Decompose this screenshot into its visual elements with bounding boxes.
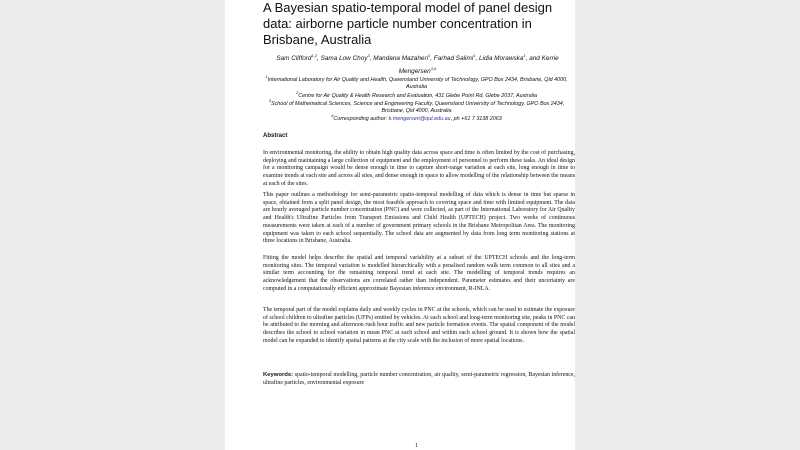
affiliation-2-text: Centre for Air Quality & Health Research and Evaluation, 431 Glebe Point Rd, Glebe 2037, Australia xyxy=(298,92,537,99)
abstract-paragraph-4: The temporal part of the model explains daily and weekly cycles in PNC at the schools, which can be used to estimate the exposure of school children to ultrafine particles (UFPs) emitted by vehicles. At each school and long-term monitoring site, peaks in PNC can be attributed to the morning and afternoon rush hour traffic and new particle formation events. The spatial component of the model describes the school to school variation in mean PNC at each school and within each school ground. It is shown how the spatial model can be expanded to identify spatial patterns at the city scale with the inclusion of more spatial locations. xyxy=(263,307,575,344)
abstract-paragraph-1: In environmental monitoring, the ability to obtain high quality data across space and time is often limited by the cost of purchasing, deploying and maintaining a large collection of equipment and the employment of personnel to perform these tasks. An ideal design for a monitoring campaign would be dense enough in time to capture short-range variation at each site, long enough in time to examine trends at each site and across all sites, and dense enough in space to allow modelling of the relationship between the means at each of the sites. xyxy=(263,150,575,187)
corresponding-email-link[interactable]: k.mengersen@qut.edu.au xyxy=(388,115,451,122)
author-3: , Mandana Mazaheri xyxy=(369,55,428,63)
corresponding-marker: # xyxy=(331,113,334,118)
author-1: Sam Clifford xyxy=(276,55,312,63)
keywords-label: Keywords: xyxy=(263,372,294,378)
affiliation-3-text: School of Mathematical Sciences, Science and Engineering Faculty, Queensland University of Technology, GPO Box 2434, Brisbane, Qld 4000, Australia xyxy=(270,100,565,115)
author-6: , and Kerrie Mengersen xyxy=(398,55,559,76)
affiliation-1-text: International Laboratory for Air Quality and Health, Queensland University of Technology, GPO Box 2434, Brisbane, Qld 4000, Australia xyxy=(267,76,568,91)
author-4-affil: 1 xyxy=(473,53,476,58)
abstract-paragraph-3: Fitting the model helps describe the spatial and temporal variability at a subset of the UPTECH schools and the long-term monitoring sites. The temporal variation is modelled hierarchically with a penalised random walk term common to all sites and a similar term accounting for the remaining temporal trend at each site. The modelling of temporal trends requires an acknowledgement that the observations are correlated rather than independent. Parameter estimates and their uncertainty are computed in a computationally efficient approximate Bayesian inference environment, R-INLA. xyxy=(263,255,575,292)
author-5: , Lidia Morawska xyxy=(475,55,524,63)
author-5-affil: 1 xyxy=(523,53,526,58)
paper-title: A Bayesian spatio-temporal model of panel design data: airborne particle number concentration in Brisbane, Australia xyxy=(263,0,553,47)
affiliation-2-marker: 2 xyxy=(296,90,299,95)
corresponding-label: Corresponding author: xyxy=(333,115,389,122)
author-3-affil: 1 xyxy=(428,53,431,58)
author-4: , Farhad Salimi xyxy=(430,55,474,63)
paper-page xyxy=(225,0,575,450)
author-1-affil: 1,2 xyxy=(311,53,318,58)
keywords-text: spatio-temporal modelling, particle number concentration, air quality, semi-parametric regression, Bayesian inference, ultrafine particles, environmental exposure xyxy=(263,372,575,386)
affiliation-1-marker: 1 xyxy=(265,74,268,79)
corresponding-author xyxy=(259,112,574,123)
author-6-affil: 3,# xyxy=(430,66,437,72)
abstract-heading: Abstract xyxy=(263,133,288,139)
author-2: , Sama Low Choy xyxy=(317,55,368,63)
abstract-paragraph-2: This paper outlines a methodology for semi-parametric spatio-temporal modelling of data which is dense in time but sparse in space, obtained from a split panel design, the most feasible approach to covering space and time with limited equipment. The data are hourly averaged particle number concentration (PNC) and were collected, as part of the International Laboratory for Air Quality and Health's Ultrafine Particles from Transport Emissions and Child Health (UPTECH) project. Two weeks of continuous measurements were taken at each of a number of government primary schools in the Brisbane Metropolitan Area. The monitoring equipment was taken to each school sequentially. The school data are augmented by data from long term monitoring stations at three locations in Brisbane, Australia. xyxy=(263,192,575,245)
page-number: 1 xyxy=(415,443,418,449)
affiliation-3-marker: 3 xyxy=(268,98,271,103)
author-2-affil: 3 xyxy=(367,53,370,58)
keywords xyxy=(263,372,575,387)
corresponding-phone: , ph +61 7 3138 2063 xyxy=(450,115,502,122)
